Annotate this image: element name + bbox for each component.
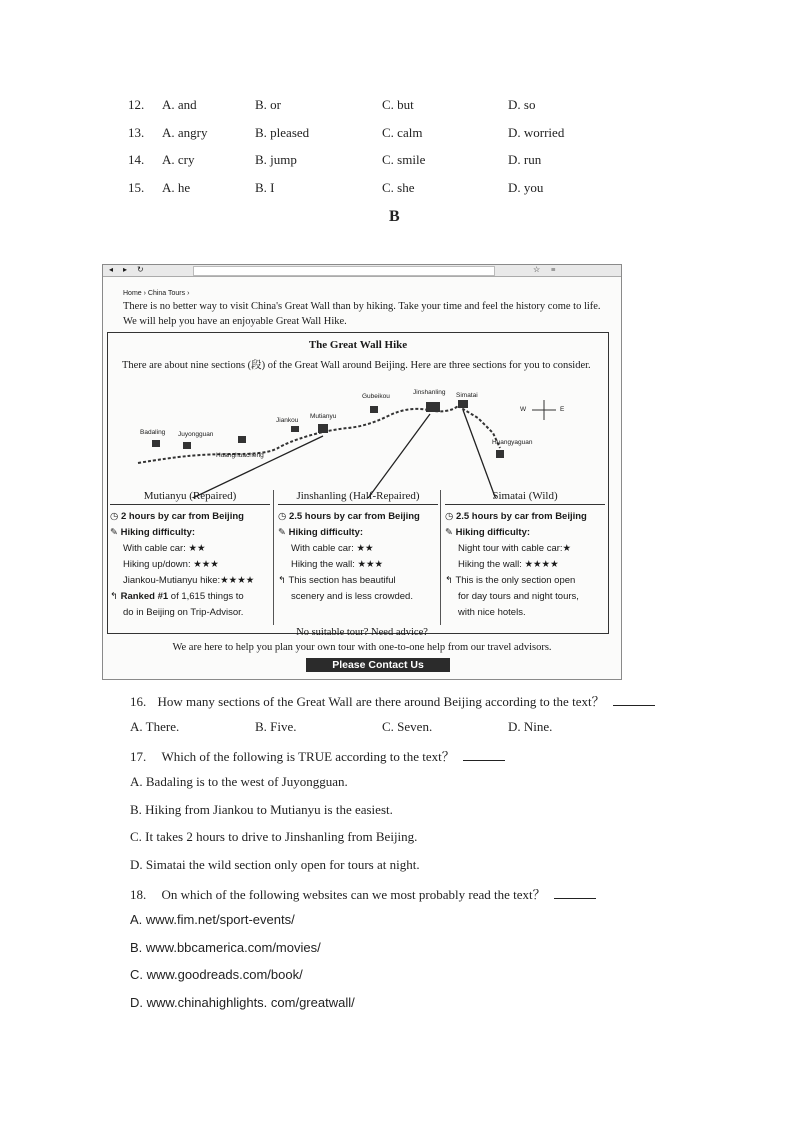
section-column-mutianyu — [110, 488, 270, 621]
label-gubeikou: Gubeikou — [362, 393, 390, 400]
column-heading: Simatai (Wild) — [445, 488, 605, 505]
label-huanghuacheng: Huanghuacheng — [216, 452, 264, 459]
question-number: 13. — [128, 125, 145, 140]
hike-title: The Great Wall Hike — [308, 339, 408, 351]
tower-badaling — [152, 440, 160, 447]
menu-icon: ≡ — [551, 265, 556, 274]
option-a: A. www.fim.net/sport-events/ — [130, 912, 295, 927]
option-c: C. www.goodreads.com/book/ — [130, 967, 303, 982]
difficulty-label: Hiking difficulty: — [455, 527, 531, 538]
wall-map-drawing — [108, 388, 608, 498]
difficulty-line: Jiankou-Mutianyu hike:★★★★ — [123, 575, 255, 586]
note-text: of 1,615 things to — [168, 591, 244, 602]
option-b: B. jump — [255, 152, 297, 167]
label-juyongguan: Juyongguan — [178, 431, 214, 438]
note-text: This is the only section open — [455, 575, 576, 586]
clock-icon: ◷ — [278, 511, 289, 522]
contact-us-button[interactable]: Please Contact Us — [306, 658, 450, 672]
travel-time: 2.5 hours by car from Beijing — [288, 511, 420, 522]
question-number: 12. — [128, 97, 145, 112]
option-a: A. he — [162, 180, 191, 195]
question-number: 15. — [128, 180, 145, 195]
question-text: On which of the following websites can we most probably read the text？ — [161, 887, 546, 902]
difficulty-line: With cable car: ★★ — [291, 543, 374, 554]
arrow-jinshanling — [363, 414, 430, 498]
note-arrow-icon: ↰ — [445, 575, 456, 586]
tower-jiankou — [291, 426, 299, 432]
option-b: B. or — [255, 97, 281, 112]
option-c: C. but — [382, 97, 414, 112]
label-east: E — [560, 406, 565, 413]
section-column-simatai — [445, 488, 605, 621]
question-17 — [130, 746, 505, 765]
question-number: 17. — [130, 749, 147, 764]
tower-gubeikou — [370, 406, 378, 413]
question-18 — [130, 884, 596, 903]
scanned-webpage — [102, 264, 622, 680]
browser-toolbar — [103, 265, 621, 277]
option-c: C. Seven. — [382, 719, 433, 734]
back-icon: ◂ — [109, 265, 114, 274]
wall-map — [108, 388, 608, 498]
label-west: W — [520, 406, 527, 413]
option-a: A. Badaling is to the west of Juyongguan. — [130, 774, 348, 789]
label-simatai: Simatai — [456, 392, 478, 399]
question-number: 16. — [130, 694, 147, 709]
hike-intro: There are about nine sections (段) of the Great Wall around Beijing. Here are three sections for you to consider. — [122, 360, 591, 371]
note-bold: Ranked #1 — [120, 591, 169, 602]
option-c: C. It takes 2 hours to drive to Jinshanling from Beijing. — [130, 829, 418, 844]
label-jinshanling: Jinshanling — [413, 389, 446, 396]
question-number: 14. — [128, 152, 145, 167]
label-huangyaguan: Huangyaguan — [492, 439, 533, 446]
tower-mutianyu — [318, 424, 328, 433]
refresh-icon: ↻ — [137, 265, 144, 274]
section-column-jinshanling — [278, 488, 438, 605]
tower-juyongguan — [183, 442, 191, 449]
note-text: scenery and is less crowded. — [291, 591, 413, 602]
column-divider — [440, 490, 441, 625]
difficulty-line: Hiking the wall: ★★★★ — [458, 559, 559, 570]
option-c: C. smile — [382, 152, 426, 167]
hiker-icon: ✎ — [110, 527, 121, 538]
label-jiankou: Jiankou — [276, 417, 299, 424]
answer-blank[interactable] — [463, 748, 505, 761]
option-a: A. and — [162, 97, 197, 112]
difficulty-line: Night tour with cable car:★ — [458, 543, 572, 554]
note-arrow-icon: ↰ — [278, 575, 289, 586]
difficulty-line: Hiking the wall: ★★★ — [291, 559, 384, 570]
answer-blank[interactable] — [554, 886, 596, 899]
hiker-icon: ✎ — [445, 527, 456, 538]
star-icon: ☆ — [533, 265, 541, 274]
option-b: B. Five. — [255, 719, 297, 734]
answer-blank[interactable] — [613, 693, 655, 706]
option-b: B. pleased — [255, 125, 310, 140]
option-d: D. worried — [508, 125, 565, 140]
question-16 — [130, 691, 655, 710]
hike-panel — [107, 332, 609, 634]
label-badaling: Badaling — [140, 429, 166, 436]
travel-time: 2 hours by car from Beijing — [120, 511, 244, 522]
tower-huangyaguan — [496, 450, 504, 458]
option-d: D. run — [508, 152, 542, 167]
clock-icon: ◷ — [110, 511, 121, 522]
option-d: D. you — [508, 180, 544, 195]
difficulty-line: With cable car: ★★ — [123, 543, 206, 554]
option-d: D. www.chinahighlights. com/greatwall/ — [130, 995, 355, 1010]
tower-simatai — [458, 400, 468, 408]
option-a: A. angry — [162, 125, 208, 140]
option-a: A. There. — [130, 719, 180, 734]
tower-jinshanling — [426, 402, 440, 412]
tower-huanghuacheng — [238, 436, 246, 443]
arrow-simatai — [463, 410, 498, 498]
difficulty-label: Hiking difficulty: — [288, 527, 364, 538]
address-bar — [193, 266, 495, 276]
option-c: C. she — [382, 180, 415, 195]
travel-time: 2.5 hours by car from Beijing — [455, 511, 587, 522]
footer-help: We are here to help you plan your own tour with one-to-one help from our travel advisors. — [172, 642, 552, 653]
option-a: A. cry — [162, 152, 195, 167]
difficulty-label: Hiking difficulty: — [120, 527, 196, 538]
hiker-icon: ✎ — [278, 527, 289, 538]
question-number: 18. — [130, 887, 147, 902]
note-text: with nice hotels. — [458, 607, 526, 618]
option-c: C. calm — [382, 125, 423, 140]
forward-icon: ▸ — [123, 265, 128, 274]
intro-paragraph: There is no better way to visit China's Great Wall than by hiking. Take your time and feel the history come to life. We will help you have an enjoyable Great Wall Hike. — [123, 301, 601, 327]
option-b: B. I — [255, 180, 275, 195]
column-divider — [273, 490, 274, 625]
section-title: B — [389, 208, 400, 225]
footer-question: No suitable tour? Need advice? — [296, 627, 428, 638]
column-heading: Mutianyu (Repaired) — [110, 488, 270, 505]
difficulty-line: Hiking up/down: ★★★ — [123, 559, 219, 570]
clock-icon: ◷ — [445, 511, 456, 522]
column-heading: Jinshanling (Half-Repaired) — [278, 488, 438, 505]
note-arrow-icon: ↰ — [110, 591, 121, 602]
option-b: B. Hiking from Jiankou to Mutianyu is the easiest. — [130, 802, 393, 817]
question-text: How many sections of the Great Wall are there around Beijing according to the text？ — [157, 694, 605, 709]
breadcrumb: Home › China Tours › — [123, 290, 190, 297]
note-text: This section has beautiful — [288, 575, 396, 586]
question-text: Which of the following is TRUE according to the text？ — [161, 749, 455, 764]
option-d: D. Simatai the wild section only open for tours at night. — [130, 857, 420, 872]
option-d: D. so — [508, 97, 536, 112]
note-text: for day tours and night tours, — [458, 591, 579, 602]
note-text: do in Beijing on Trip-Advisor. — [123, 607, 244, 618]
label-mutianyu: Mutianyu — [310, 413, 337, 420]
option-d: D. Nine. — [508, 719, 553, 734]
option-b: B. www.bbcamerica.com/movies/ — [130, 940, 321, 955]
